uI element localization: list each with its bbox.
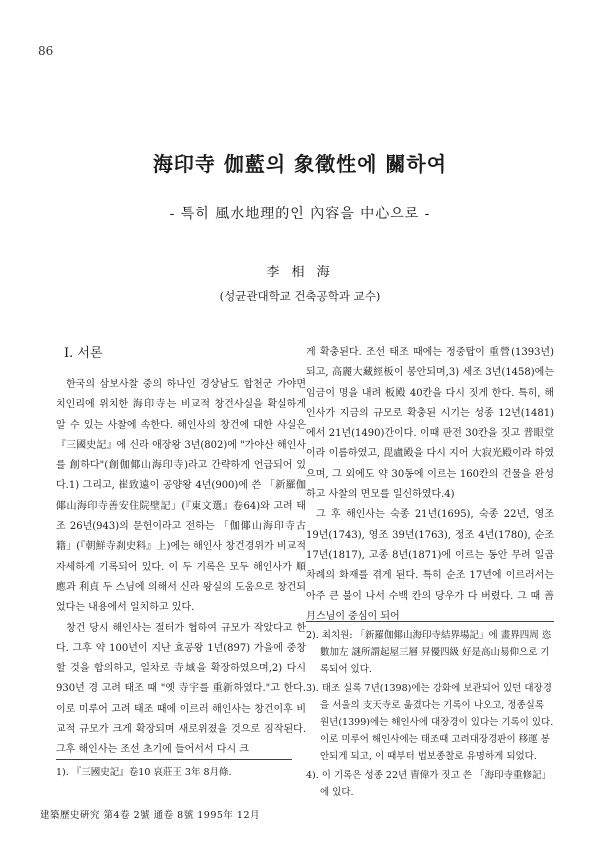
author-name: 李 相 海 bbox=[266, 265, 334, 280]
footnote: 3). 태조 실록 7년(1398)에는 강화에 보관되어 있던 대장경을 서울의 支天寺로 옮겼다는 기록이 나오고, 정종실록 원년(1399)에는 해인사에 대장경이 있다는 기록이 있다. 이로 미루어 해인사에는 태조때 고려대장경판이 移運 봉안되게 되고, 이 때부터 법보종찰로 유명하게 되었다. bbox=[306, 683, 554, 762]
section-heading: I. 서론 bbox=[64, 346, 103, 361]
paper-title: 海印寺 伽藍의 象徵性에 關하여 bbox=[152, 152, 448, 176]
paper-subtitle: - 특히 風水地理的인 內容을 中心으로 - bbox=[169, 206, 431, 222]
footnote: 2). 최치원: 「新羅伽倻山海印寺結界場記」에 畫界四周 恣數加左 謎所謂起屋三層 昇優四級 好是高山易仰으로 기록되어 있다. bbox=[306, 630, 552, 675]
body-paragraph: 창건 당시 해인사는 절터가 협하여 규모가 작았다고 한다. 그후 약 100년이 지난 효공왕 1년(897) 가을에 중창할 것을 합의하고, 일차로 寺域을 확장하였으며,2) 다시 930년 경 고려 태조 때 "옛 寺宇를 重新하였다."고 한다. 이로 미루어 고려 태조 때에 이르러 해인사는 창건이후 비교적 규모가 크게 확장되며 새로위졌을 것으로 짐작된다. 그후 해인사는 조선 초기에 들어서서 다시 크 bbox=[56, 622, 306, 756]
footnotes bbox=[306, 627, 554, 803]
page-number: 86 bbox=[38, 44, 54, 58]
footnote-divider bbox=[306, 621, 554, 622]
author-affiliation: (성균관대학교 건축공학과 교수) bbox=[219, 289, 381, 303]
body-paragraph: 그 후 해인사는 숙종 21년(1695), 숙종 22년, 영조 19년(1743), 영조 39년(1763), 정조 4년(1780), 순조 17년(1817), 고종 8년(1871)에 이르는 동안 무려 일곱 차례의 화재를 겪게 된다. 특히 순조 17년에 이르러서는 아주 큰 불이 나서 수백 칸의 당우가 다 버렸다. 그 때 善月스님이 중심이 되어 bbox=[306, 509, 554, 622]
right-column bbox=[306, 343, 554, 627]
left-column bbox=[56, 343, 306, 761]
footnote-divider bbox=[56, 759, 292, 760]
footnote: 4). 이 기록은 성종 22년 曺偉가 짓고 쓴 「海印寺重修記」에 있다. bbox=[306, 770, 551, 798]
journal-footer: 建築歷史硏究 第4卷 2號 通卷 8號 1995年 12月 bbox=[40, 810, 261, 821]
footnote: 1). 『三國史記』卷10 哀莊王 3年 8月條. bbox=[56, 767, 232, 778]
body-paragraph: 게 확충된다. 조선 태조 때에는 정중탑이 重營(1393년)되고, 高麗大藏經板이 봉안되며,3) 세조 3년(1458)에는 임금이 명을 내려 板殿 40칸을 다시 짓게 한다. 특히, 해인사가 지금의 규모로 확충된 시기는 성종 12년(1481)에서 21년(1490)간이다. 이때 판전 30칸을 짓고 普眼堂이라 이름하였고, 毘盧殿을 다시 지어 大寂光殿이라 하였으며, 그 외에도 약 30동에 이르는 160칸의 건물을 완성하고 사찰의 면모를 일신하였다.4) bbox=[306, 347, 554, 501]
body-paragraph: 한국의 삼보사찰 중의 하나인 경상남도 합천군 가야면 치인리에 위치한 海印寺는 비교적 창건사실을 확실하게 알 수 있는 사찰에 속한다. 해인사의 창건에 대한 사실은 『三國史記』에 신라 애장왕 3년(802)에 "가야산 해인사를 創하다"(創伽倻山海印寺)라고 간략하게 언급되어 있다.1) 그리고, 崔致遠이 공양왕 4년(900)에 쓴 「新羅伽倻山海印寺善安住院壁記」(『東文選』卷64)와 고려 태조 26년(943)의 문헌이라고 전하는 「伽倻山海印寺古籍」(『朝鮮寺刹史料』上)에는 해인사 창건경위가 비교적 자세하게 기록되어 있다. 이 두 기록은 모두 해인사가 順應과 利貞 두 스님에 의해서 신라 왕실의 도움으로 창건되었다는 내용에서 일치하고 있다. bbox=[56, 379, 306, 614]
